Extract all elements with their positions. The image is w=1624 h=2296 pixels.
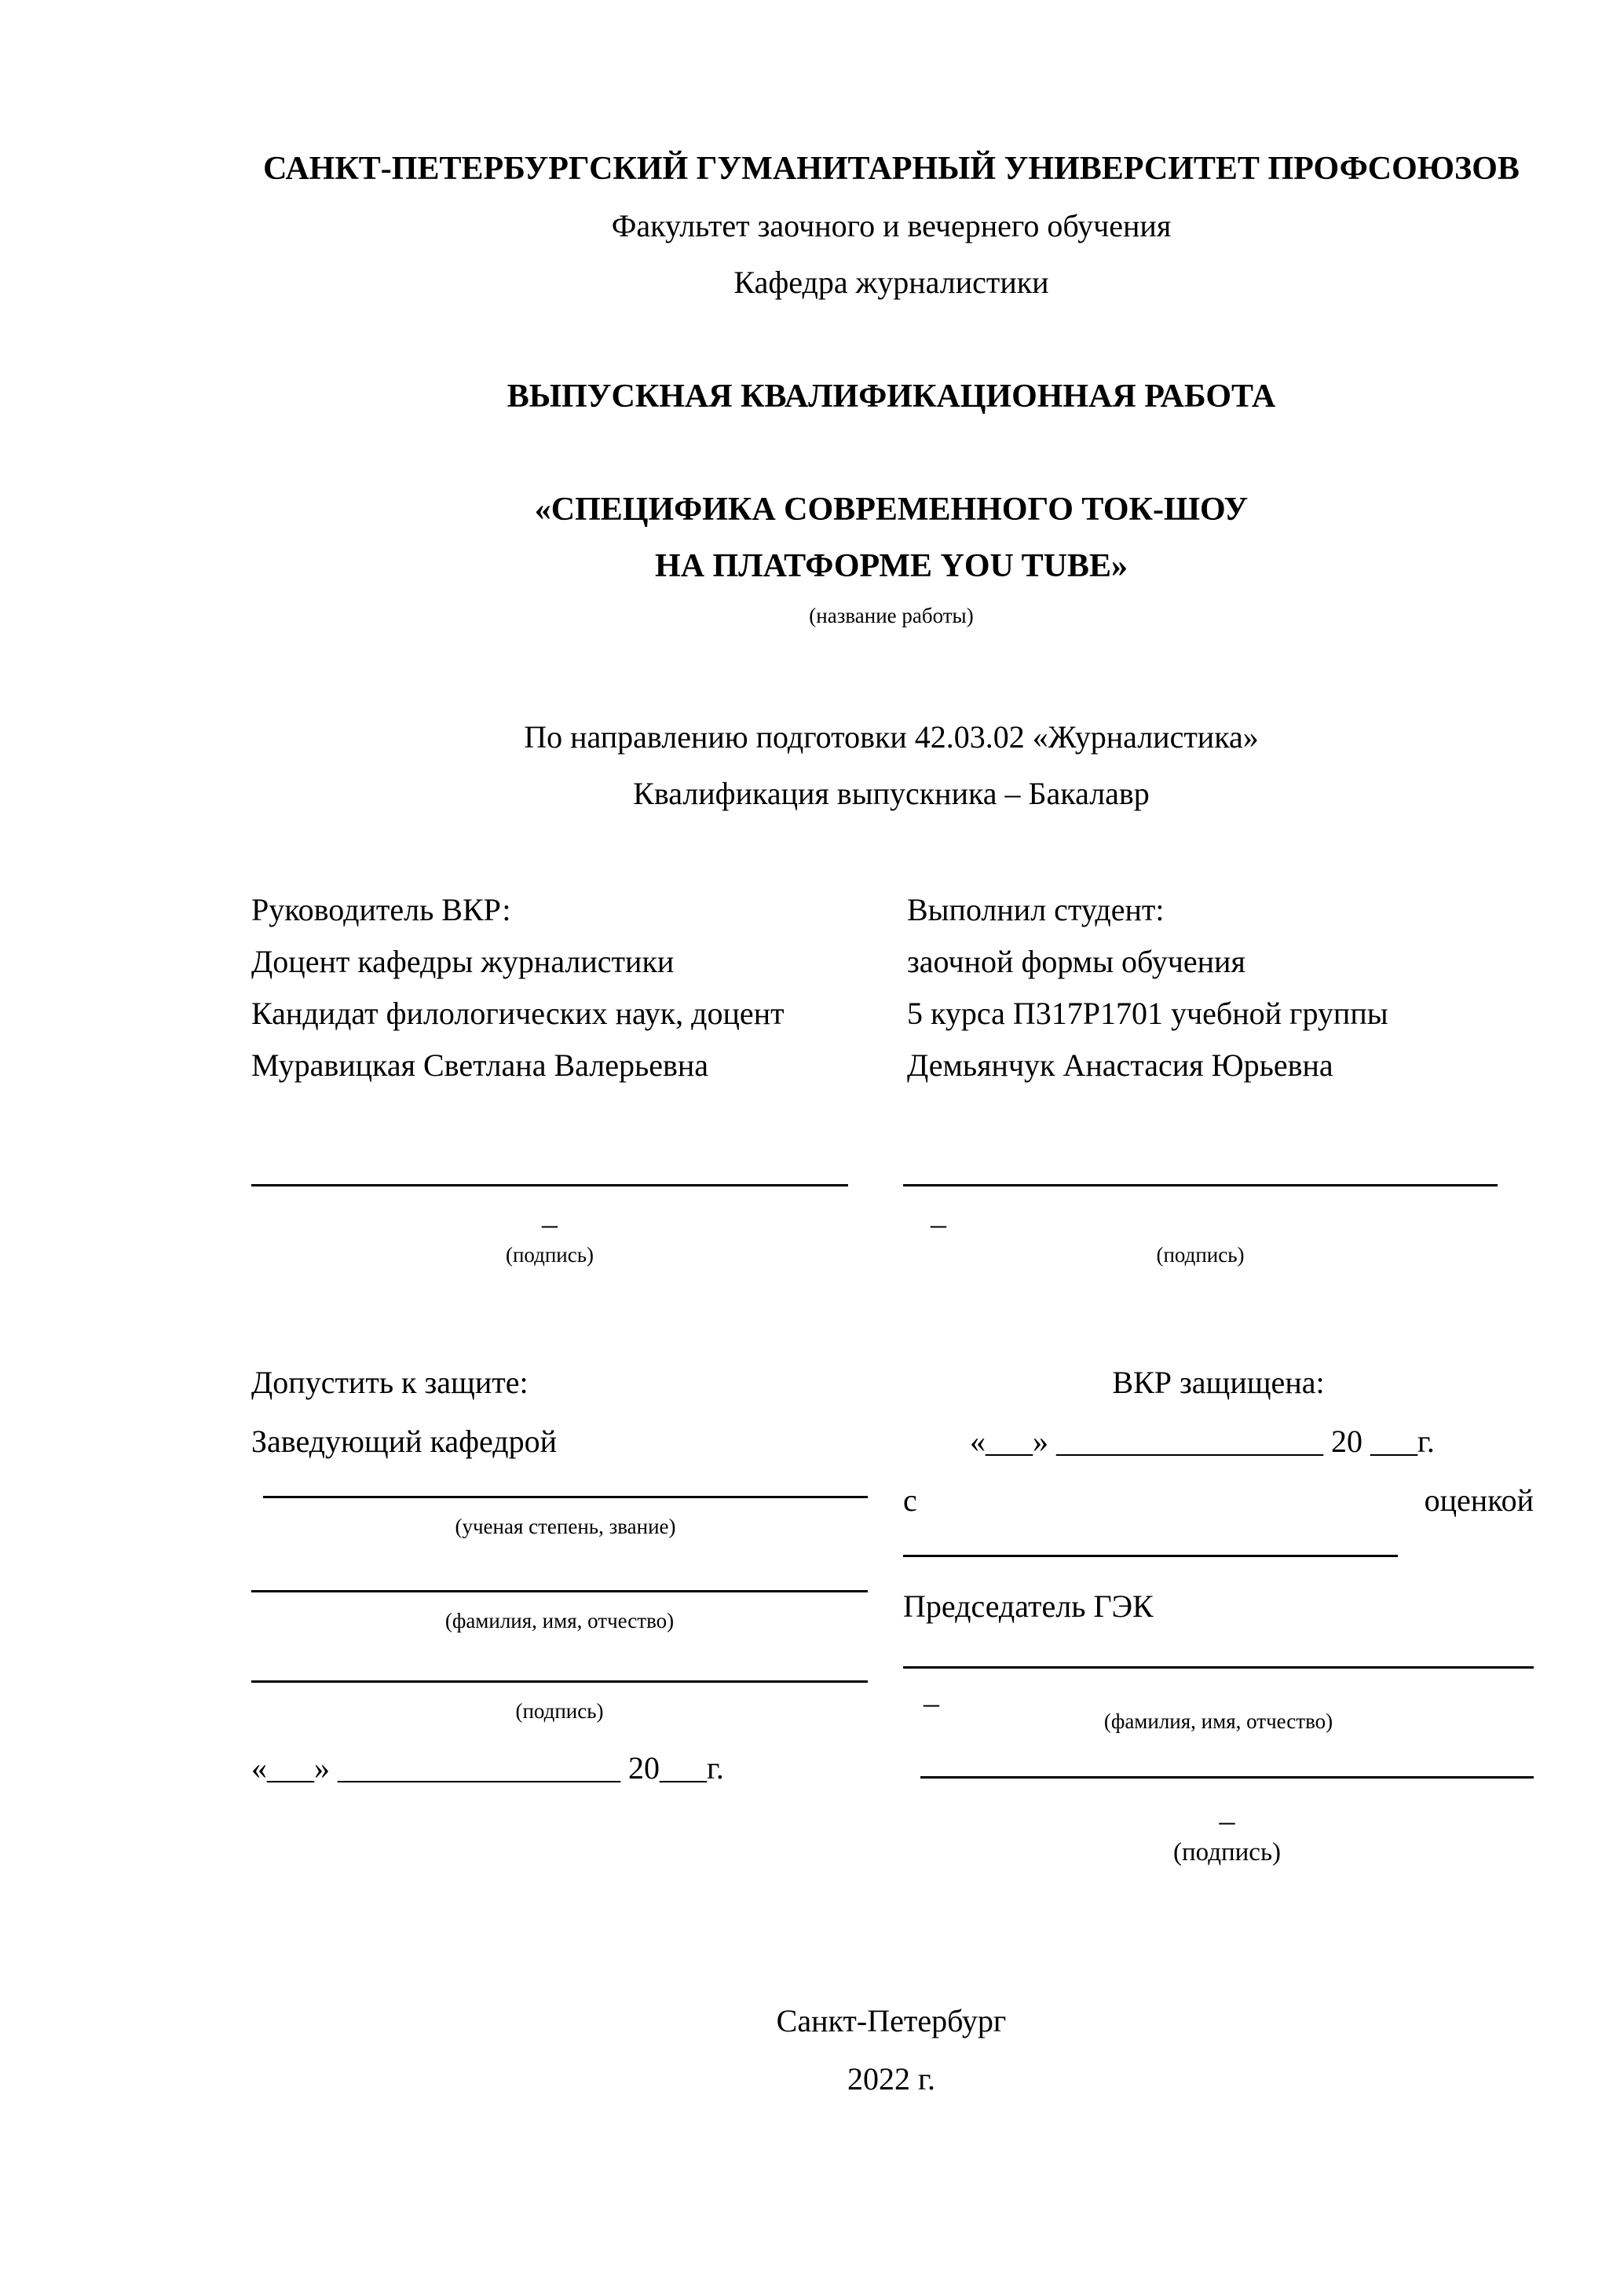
supervisor-signature-caption: (подпись) bbox=[505, 1243, 594, 1267]
head-name-blank-line bbox=[251, 1590, 868, 1592]
admit-date-line: «___» __________________ 20___г. bbox=[251, 1750, 724, 1786]
department-name: Кафедра журналистики bbox=[733, 265, 1049, 300]
work-type-heading: ВЫПУСКНАЯ КВАЛИФИКАЦИОННАЯ РАБОТА bbox=[507, 378, 1276, 415]
student-line: Выполнил студент: bbox=[907, 892, 1165, 927]
defense-title: ВКР защищена: bbox=[1112, 1365, 1325, 1400]
supervisor-line: Руководитель ВКР: bbox=[251, 892, 511, 927]
student-line: 5 курса П317Р1701 учебной группы bbox=[907, 996, 1388, 1031]
chairman-signature-blank-line bbox=[920, 1776, 1534, 1779]
thesis-title-caption: (название работы) bbox=[809, 604, 974, 627]
student-signature-dash: – bbox=[931, 1206, 946, 1241]
degree-caption: (ученая степень, звание) bbox=[455, 1515, 676, 1538]
defense-grade-row bbox=[903, 1482, 1534, 1519]
student-line: Демьянчук Анастасия Юрьевна bbox=[907, 1047, 1333, 1083]
admit-role: Заведующий кафедрой bbox=[251, 1424, 558, 1459]
grade-blank-line bbox=[903, 1555, 1398, 1557]
chairman-name-dash: – bbox=[924, 1685, 939, 1720]
qualification-line: Квалификация выпускника – Бакалавр bbox=[633, 776, 1150, 811]
thesis-title-line2: НА ПЛАТФОРМЕ YOU TUBE» bbox=[655, 548, 1128, 584]
defense-grade-word: оценкой bbox=[1424, 1483, 1534, 1518]
thesis-title-line1: «СПЕЦИФИКА СОВРЕМЕННОГО ТОК-ШОУ bbox=[534, 492, 1249, 528]
head-name-caption: (фамилия, имя, отчество) bbox=[444, 1609, 675, 1632]
chairman-name-caption: (фамилия, имя, отчество) bbox=[1103, 1709, 1333, 1733]
supervisor-line: Доцент кафедры журналистики bbox=[251, 944, 675, 979]
supervisor-line: Муравицкая Светлана Валерьевна bbox=[251, 1047, 708, 1083]
head-signature-blank-line bbox=[251, 1680, 868, 1683]
admit-title: Допустить к защите: bbox=[251, 1365, 529, 1400]
faculty-name: Факультет заочного и вечернего обучения bbox=[611, 208, 1172, 243]
student-signature-caption: (подпись) bbox=[1156, 1243, 1245, 1267]
supervisor-line: Кандидат филологических наук, доцент bbox=[251, 996, 785, 1031]
university-name: САНКТ-ПЕТЕРБУРГСКИЙ ГУМАНИТАРНЫЙ УНИВЕРСИТЕТ ПРОФСОЮЗОВ bbox=[263, 151, 1520, 187]
chairman-title: Председатель ГЭК bbox=[903, 1589, 1154, 1624]
head-signature-caption: (подпись) bbox=[515, 1699, 604, 1723]
chairman-signature-caption: (подпись) bbox=[1173, 1838, 1281, 1866]
defense-with-word: с bbox=[903, 1483, 917, 1518]
chairman-name-blank-line bbox=[903, 1666, 1534, 1669]
supervisor-signature-dash: – bbox=[542, 1206, 558, 1241]
degree-blank-line bbox=[263, 1496, 868, 1498]
footer-year: 2022 г. bbox=[847, 2061, 935, 2097]
supervisor-signature-line bbox=[251, 1184, 848, 1186]
student-line: заочной формы обучения bbox=[907, 944, 1245, 979]
student-signature-line bbox=[903, 1184, 1498, 1186]
program-line: По направлению подготовки 42.03.02 «Журналистика» bbox=[524, 719, 1259, 755]
footer-city: Санкт-Петербург bbox=[776, 2003, 1007, 2038]
defense-date-line: «___» _________________ 20 ___г. bbox=[970, 1424, 1435, 1459]
chairman-signature-dash: – bbox=[1219, 1803, 1235, 1838]
